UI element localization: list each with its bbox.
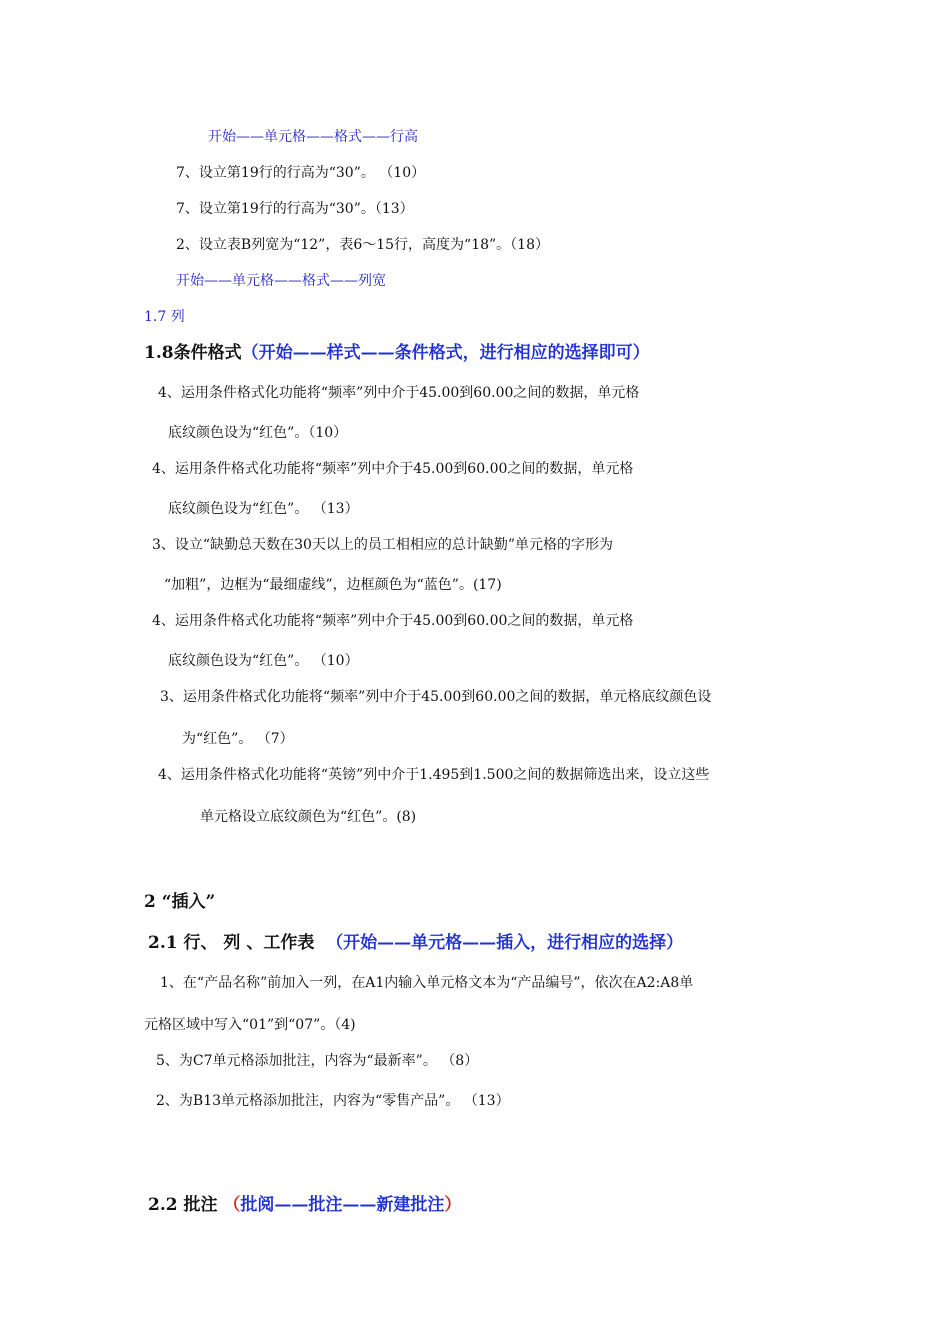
section-note [223,1195,461,1215]
list-item: 底纹颜色设为“红色”。 （10） [168,653,359,669]
list-item: 7、设立第19行的行高为“30”。（13） [176,201,414,217]
list-item: “加粗”，边框为“最细虚线”，边框颜色为“蓝色”。(17) [164,577,502,593]
list-item: 3、设立“缺勤总天数在30天以上的员工相相应的总计缺勤”单元格的字形为 [152,537,614,553]
list-item: 2、设立表B列宽为“12”，表6～15行，高度为“18”。（18） [176,237,549,253]
list-item: 3、运用条件格式化功能将“频率”列中介于45.00到60.00之间的数据，单元格底纹颜色设 [160,689,712,705]
list-item: 7、设立第19行的行高为“30”。 （10） [176,165,426,181]
list-item: 元格区域中写入“01”到“07”。（4) [144,1017,356,1033]
section-heading-1-8 [144,342,650,364]
section-title: 2.2 批注 [148,1195,218,1215]
section-heading-2: 2 “插入” [144,892,216,912]
list-item: 4、运用条件格式化功能将“频率”列中介于45.00到60.00之间的数据，单元格 [152,461,634,477]
list-item: 4、运用条件格式化功能将“英镑”列中介于1.495到1.500之间的数据筛选出来，设立这些 [158,767,710,783]
list-item: 为“红色”。 （7） [182,731,294,747]
section-note-path: 批阅——批注——新建批注 [240,1195,445,1215]
list-item: 底纹颜色设为“红色”。（10） [168,425,348,441]
section-note: （开始——样式——条件格式，进行相应的选择即可） [241,343,650,363]
list-item: 1、在“产品名称”前加入一列，在A1内输入单元格文本为“产品编号”，依次在A2:A8单 [160,975,694,991]
section-note: （开始——单元格——插入，进行相应的选择） [326,933,684,953]
section-heading-2-1 [148,932,683,954]
list-item: 4、运用条件格式化功能将“频率”列中介于45.00到60.00之间的数据，单元格 [158,385,640,401]
paren-open: （ [223,1195,241,1215]
section-heading-1-7: 1.7 列 [144,309,185,325]
paren-close: ） [444,1195,462,1215]
list-item: 5、为C7单元格添加批注，内容为“最新率”。 （8） [156,1053,479,1069]
section-heading-2-2 [148,1194,461,1216]
list-item: 4、运用条件格式化功能将“频率”列中介于45.00到60.00之间的数据，单元格 [152,613,634,629]
list-item: 2、为B13单元格添加批注，内容为“零售产品”。 （13） [156,1093,510,1109]
list-item: 底纹颜色设为“红色”。 （13） [168,501,359,517]
section-title: 2.1 行、 列 、工作表 [148,933,315,953]
section-title: 1.8条件格式 [144,343,242,363]
list-item: 单元格设立底纹颜色为“红色”。(8) [200,809,417,825]
path-column-width: 开始——单元格——格式——列宽 [176,273,386,289]
path-row-height: 开始——单元格——格式——行高 [208,129,418,145]
